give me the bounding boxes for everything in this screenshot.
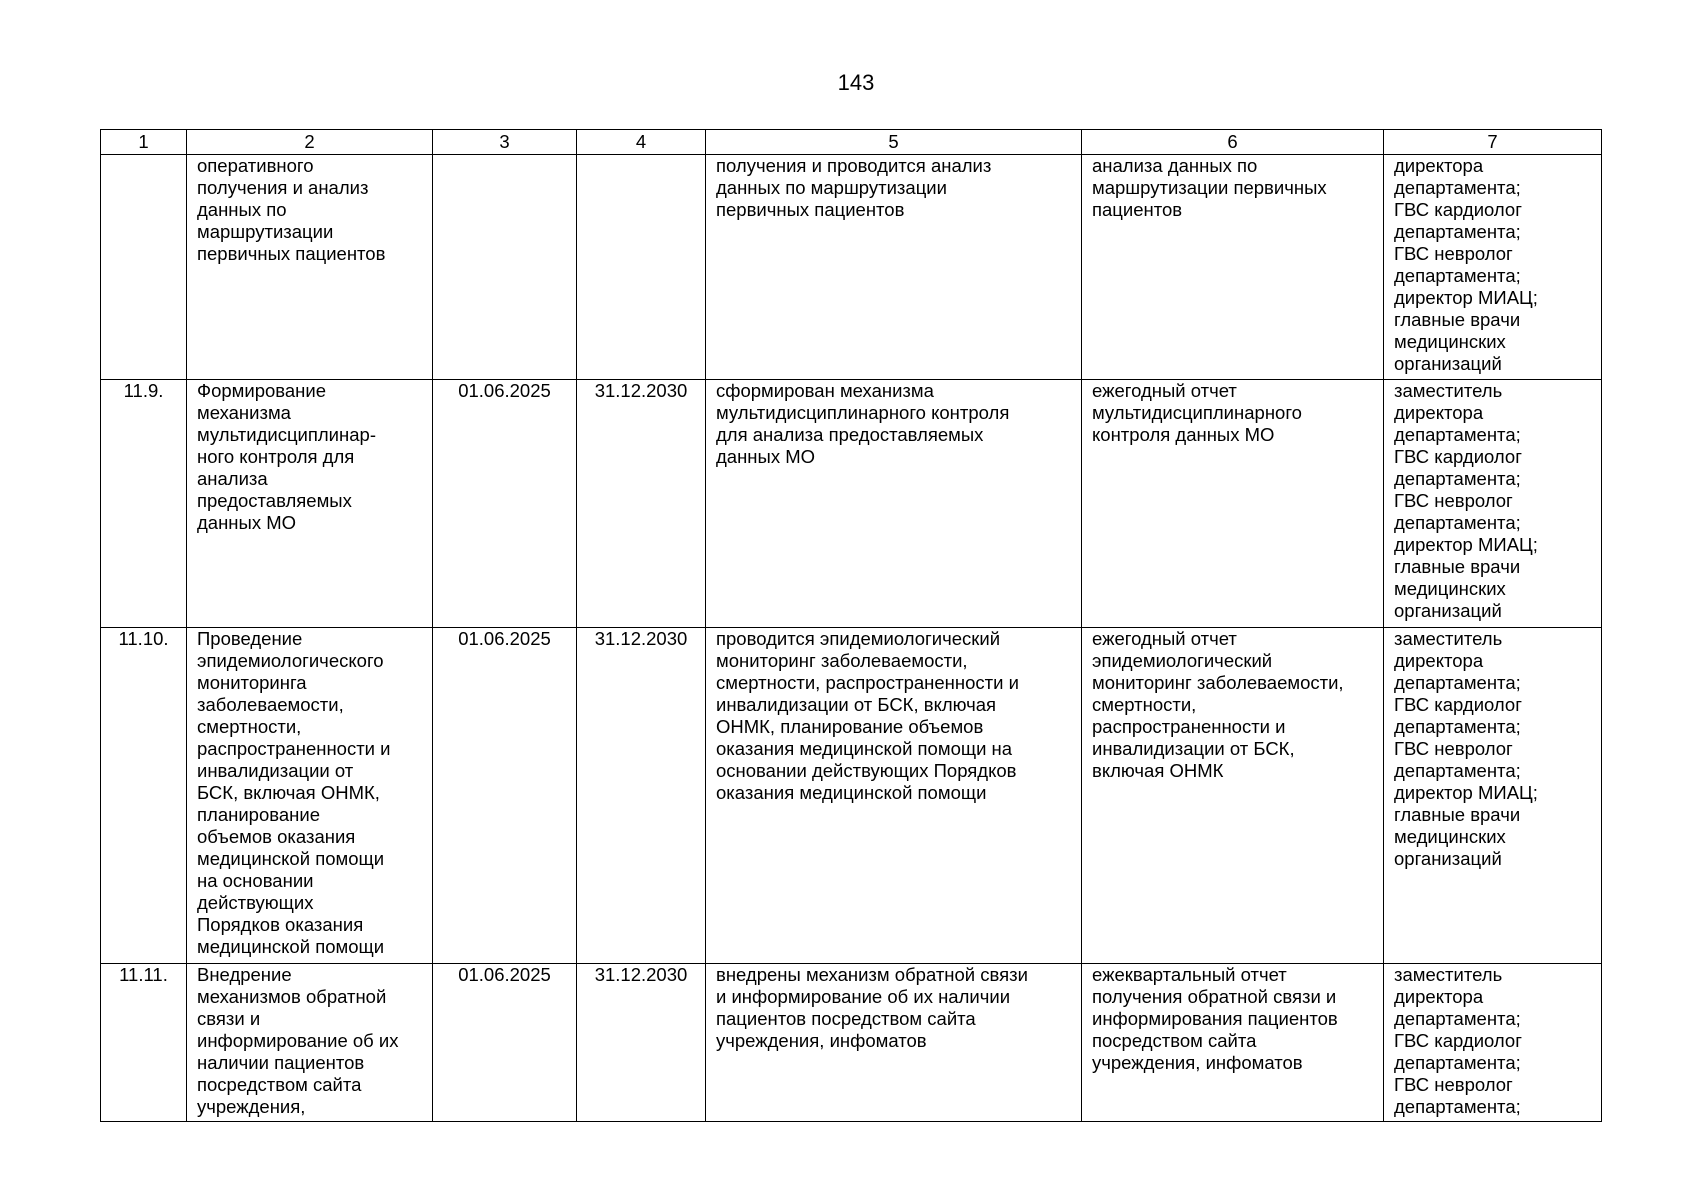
report-cell — [1082, 155, 1384, 380]
item-number-cell — [101, 628, 187, 964]
item-number: 11.11. — [119, 964, 168, 985]
end-date: 31.12.2030 — [594, 628, 688, 649]
action-plan-table — [100, 129, 1602, 1122]
start-date-cell — [433, 964, 577, 1122]
expected-result: сформирован механизма мультидисциплинарного контроля для анализа предоставляемых данных МО — [716, 380, 1010, 467]
responsible-persons: заместитель директора департамента; ГВС кардиолог департамента; ГВС невролог департамента; директор МИАЦ; главные врачи медицинских организаций — [1394, 380, 1538, 621]
responsible-persons: заместитель директора департамента; ГВС кардиолог департамента; ГВС невролог департамента; директор МИАЦ; главные врачи медицинских организаций — [1394, 628, 1538, 869]
item-name: оперативного получения и анализ данных по маршрутизации первичных пациентов — [197, 155, 386, 264]
column-header: 2 — [187, 130, 433, 155]
start-date: 01.06.2025 — [458, 964, 551, 985]
column-header: 5 — [706, 130, 1082, 155]
responsible-persons: директора департамента; ГВС кардиолог департамента; ГВС невролог департамента; директор МИАЦ; главные врачи медицинских организаций — [1394, 155, 1538, 374]
control-report: ежегодный отчет эпидемиологический мониторинг заболеваемости, смертности, распространенности и инвалидизации от БСК, включая ОНМК — [1092, 628, 1344, 781]
column-header: 6 — [1082, 130, 1384, 155]
end-date: 31.12.2030 — [594, 964, 688, 985]
start-date-cell — [433, 628, 577, 964]
table-row — [101, 964, 1602, 1122]
column-header: 7 — [1384, 130, 1602, 155]
report-cell — [1082, 380, 1384, 628]
item-name: Внедрение механизмов обратной связи и информирование об их наличии пациентов посредством сайта учреждения, — [197, 964, 399, 1117]
column-header: 4 — [577, 130, 706, 155]
column-header: 3 — [433, 130, 577, 155]
control-report: анализа данных по маршрутизации первичных пациентов — [1092, 155, 1327, 220]
responsible-persons: заместитель директора департамента; ГВС кардиолог департамента; ГВС невролог департамента; — [1394, 964, 1522, 1117]
responsible-cell — [1384, 964, 1602, 1122]
item-name: Формирование механизма мультидисциплинар- ного контроля для анализа предоставляемых данных МО — [197, 380, 376, 533]
item-name: Проведение эпидемиологического мониторинга заболеваемости, смертности, распространенности и инвалидизации от БСК, включая ОНМК, планирование объемов оказания медицинской помощи на основании действующих Порядков оказания медицинской помощи — [197, 628, 391, 957]
item-number-cell — [101, 964, 187, 1122]
expected-result: получения и проводится анализ данных по маршрутизации первичных пациентов — [716, 155, 992, 220]
report-cell — [1082, 964, 1384, 1122]
result-cell — [706, 964, 1082, 1122]
item-number: 11.10. — [118, 628, 169, 649]
page-number: 143 — [837, 70, 875, 95]
responsible-cell — [1384, 155, 1602, 380]
result-cell — [706, 155, 1082, 380]
responsible-cell — [1384, 628, 1602, 964]
end-date-cell — [577, 380, 706, 628]
start-date-cell — [433, 155, 577, 380]
item-number-cell — [101, 380, 187, 628]
item-number-cell — [101, 155, 187, 380]
result-cell — [706, 628, 1082, 964]
table-row — [101, 628, 1602, 964]
start-date-cell — [433, 380, 577, 628]
report-cell — [1082, 628, 1384, 964]
control-report: ежеквартальный отчет получения обратной связи и информирования пациентов посредством сайта учреждения, инфоматов — [1092, 964, 1338, 1073]
expected-result: проводится эпидемиологический мониторинг заболеваемости, смертности, распространенности и инвалидизации от БСК, включая ОНМК, планирование объемов оказания медицинской помощи на основании действующих Порядков оказания медицинской помощи — [716, 628, 1019, 803]
table-row — [101, 155, 1602, 380]
end-date-cell — [577, 155, 706, 380]
item-name-cell — [187, 628, 433, 964]
start-date: 01.06.2025 — [458, 380, 551, 401]
end-date: 31.12.2030 — [594, 380, 688, 401]
item-number: 11.9. — [123, 380, 164, 401]
table-row — [101, 380, 1602, 628]
item-name-cell — [187, 380, 433, 628]
control-report: ежегодный отчет мультидисциплинарного контроля данных МО — [1092, 380, 1302, 445]
end-date-cell — [577, 628, 706, 964]
expected-result: внедрены механизм обратной связи и информирование об их наличии пациентов посредством сайта учреждения, инфоматов — [716, 964, 1028, 1051]
item-name-cell — [187, 964, 433, 1122]
column-number-row — [101, 130, 1602, 155]
start-date: 01.06.2025 — [458, 628, 551, 649]
item-name-cell — [187, 155, 433, 380]
result-cell — [706, 380, 1082, 628]
responsible-cell — [1384, 380, 1602, 628]
column-header: 1 — [101, 130, 187, 155]
end-date-cell — [577, 964, 706, 1122]
